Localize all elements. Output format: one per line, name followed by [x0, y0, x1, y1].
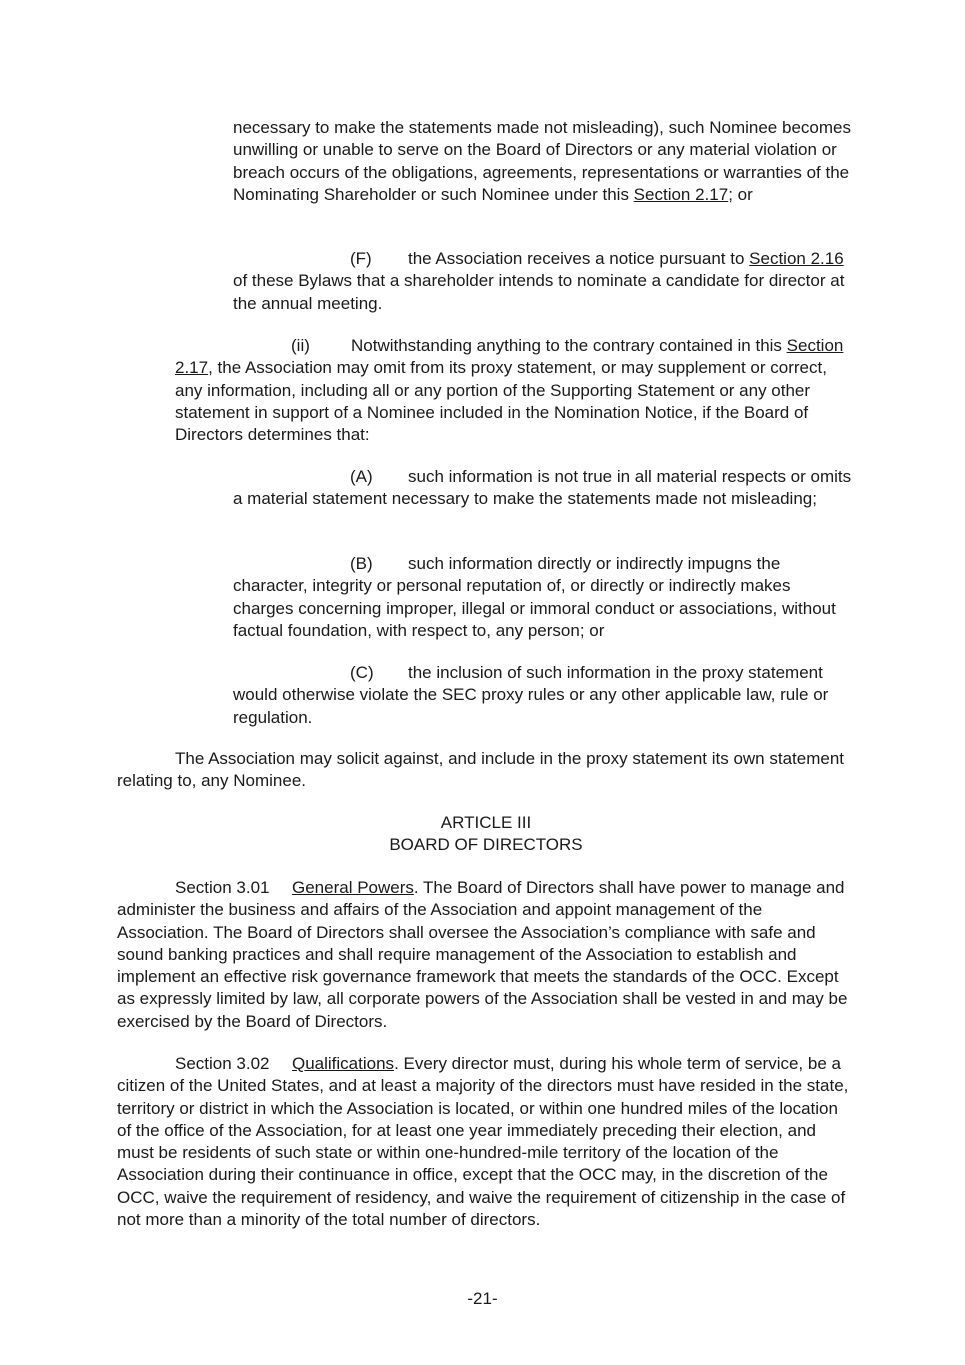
section-number: Section 3.02: [175, 1054, 270, 1073]
section-heading: General Powers: [292, 878, 414, 897]
clause-label: (C): [350, 663, 374, 682]
clause-text: the inclusion of such information in the proxy statement would otherwise violate the SEC proxy rules or any other applicable law, rule or regulation.: [233, 663, 829, 727]
clause-label: (F): [350, 249, 372, 268]
article-heading: [117, 812, 855, 857]
section-number: Section 3.01: [175, 878, 270, 897]
clause-ii: [175, 335, 855, 446]
clause-text-end: , the Association may omit from its proxy statement, or may supplement or correct, any information, including all or any portion of the Supporting Statement or any other statement in support of a Nominee included in the Nomination Notice, if the Board of Directors determines that:: [175, 358, 827, 445]
section-heading: Qualifications: [292, 1054, 395, 1073]
clause-label: (B): [350, 554, 373, 573]
section-3-02: [117, 1053, 855, 1231]
clause-F: [233, 248, 855, 315]
page-number: -21-: [467, 1289, 498, 1308]
paragraph-text: necessary to make the statements made not misleading), such Nominee becomes unwilling or unable to serve on the Board of Directors or any material violation or breach occurs of the obligations, agreements, representations or warranties of the Nominating Shareholder or such Nominee under this: [233, 118, 851, 204]
paragraph-text: The Association may solicit against, and include in the proxy statement its own statement relating to, any Nominee.: [117, 749, 845, 791]
paragraph-text-end: ; or: [728, 184, 753, 204]
paragraph-continuation: [233, 117, 855, 206]
section-3-01: [117, 877, 855, 1033]
clause-text: the Association receives a notice pursuant to: [408, 249, 750, 268]
section-text: . The Board of Directors shall have power to manage and administer the business and affairs of the Association and appoint management of the Association. The Board of Directors shall oversee the Association’s compliance with safe and sound banking practices and shall require management of the Association to establish and implement an effective risk governance framework that meets the standards of the OCC. Except as expressly limited by law, all corporate powers of the Association shall be vested in and may be exercised by the Board of Directors.: [117, 878, 848, 1031]
clause-A: [233, 466, 855, 511]
paragraph-solicit: [117, 748, 855, 793]
clause-label: (A): [350, 467, 373, 486]
clause-label: (ii): [291, 336, 310, 355]
section-reference-link[interactable]: Section 2.17: [633, 184, 729, 204]
article-title: BOARD OF DIRECTORS: [389, 835, 583, 855]
clause-text: Notwithstanding anything to the contrary contained in this: [351, 336, 787, 355]
clause-C: [233, 662, 855, 729]
article-number: ARTICLE III: [440, 813, 532, 832]
section-text: . Every director must, during his whole term of service, be a citizen of the United States, and at least a majority of the directors must have resided in the state, territory or district in which the Association is located, or within one hundred miles of the location of the office of the Association, for at least one year immediately preceding their election, and must be residents of such state or within one-hundred-mile territory of the location of the Association during their continuance in office, except that the OCC may, in the discretion of the OCC, waive the requirement of residency, and waive the requirement of citizenship in the case of not more than a minority of the total number of directors.: [117, 1054, 849, 1230]
section-reference-link[interactable]: Section 2.17: [175, 336, 844, 378]
clause-B: [233, 553, 855, 642]
clause-text: such information is not true in all material respects or omits a material statement necessary to make the statements made not misleading;: [233, 467, 852, 509]
section-reference-link[interactable]: Section 2.16: [749, 249, 844, 268]
clause-text: such information directly or indirectly impugns the character, integrity or personal reputation of, or directly or indirectly makes charges concerning improper, illegal or immoral conduct or associations, without factual foundation, with respect to, any person; or: [233, 554, 836, 640]
clause-text-end: of these Bylaws that a shareholder intends to nominate a candidate for director at the annual meeting.: [233, 271, 845, 313]
